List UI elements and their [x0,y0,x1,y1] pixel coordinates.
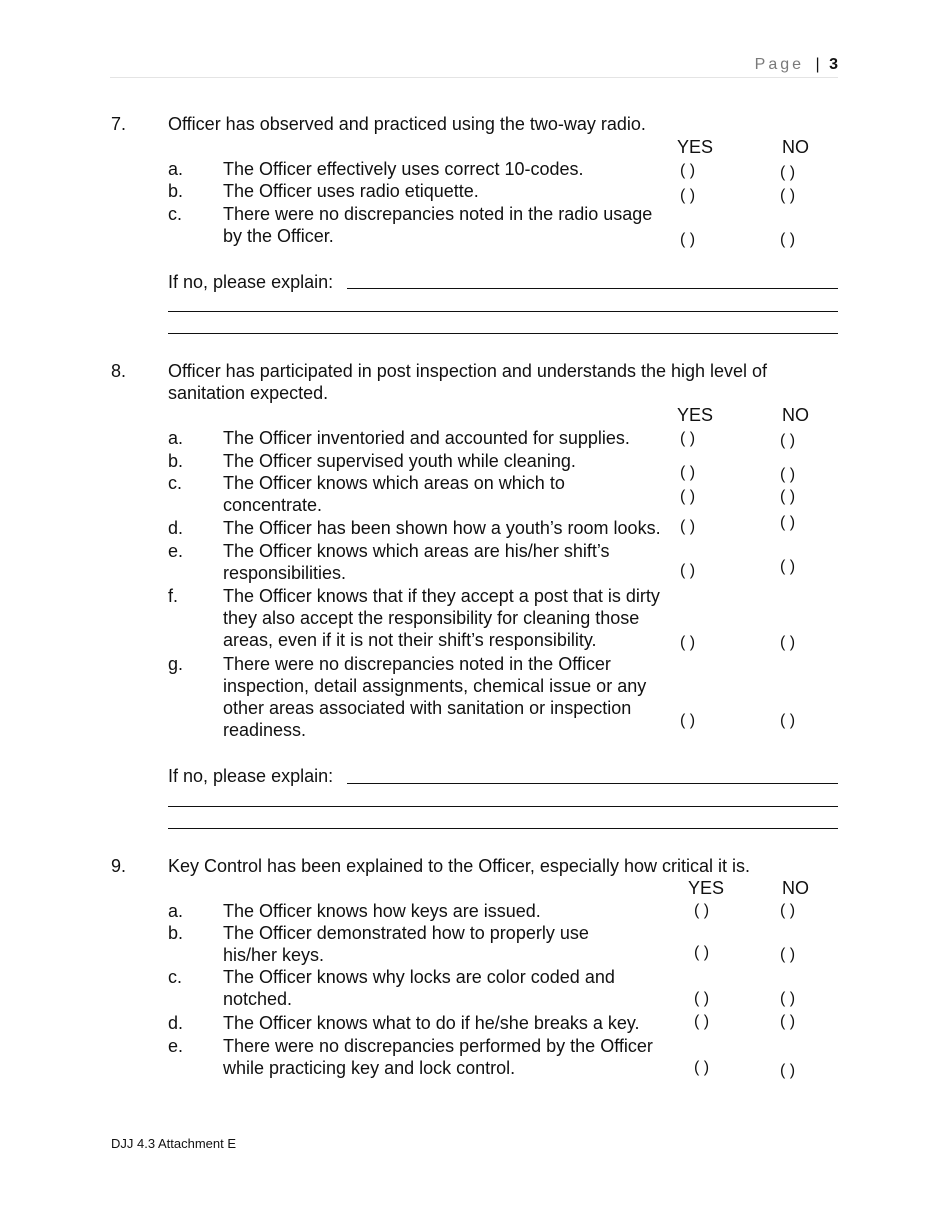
no-column-header: NO [782,137,809,157]
no-checkbox[interactable]: ( ) [780,432,796,449]
item-letter: b. [168,923,184,943]
no-checkbox[interactable]: ( ) [780,231,796,248]
page-number-value: 3 [829,56,838,73]
item-letter: c. [168,967,183,987]
yes-checkbox[interactable]: ( ) [680,634,696,651]
item-text: The Officer knows that if they accept a post that is dirty [223,586,660,606]
item-letter: d. [168,1013,184,1033]
item-letter: f. [168,586,179,606]
section-7-number: 7. [111,114,127,134]
section-9-question: Key Control has been explained to the Officer, especially how critical it is. [168,856,750,876]
section-9-number: 9. [111,856,127,876]
no-checkbox[interactable]: ( ) [780,1013,796,1030]
yes-checkbox[interactable]: ( ) [680,430,696,447]
no-checkbox[interactable]: ( ) [780,634,796,651]
yes-checkbox[interactable]: ( ) [680,464,696,481]
no-checkbox[interactable]: ( ) [780,488,796,505]
item-text: The Officer knows how keys are issued. [223,901,541,921]
page-separator: | [815,56,820,73]
item-text: The Officer inventoried and accounted for supplies. [223,428,630,448]
item-text: There were no discrepancies noted in the radio usage [223,204,653,224]
item-text: areas, even if it is not their shift’s responsibility. [223,630,597,650]
yes-checkbox[interactable]: ( ) [680,518,696,535]
item-letter: c. [168,473,183,493]
item-letter: b. [168,181,184,201]
item-text: There were no discrepancies noted in the Officer [223,654,611,674]
yes-checkbox[interactable]: ( ) [680,162,696,179]
no-checkbox[interactable]: ( ) [780,187,796,204]
item-letter: a. [168,159,184,179]
explain-line[interactable] [168,311,838,312]
no-checkbox[interactable]: ( ) [780,990,796,1007]
yes-column-header: YES [677,405,714,425]
yes-checkbox[interactable]: ( ) [680,562,696,579]
section-7-question: Officer has observed and practiced using the two-way radio. [168,114,646,134]
explain-label: If no, please explain: [168,766,334,786]
explain-line[interactable] [168,806,838,807]
item-text: The Officer knows which areas are his/her shift’s [223,541,610,561]
no-checkbox[interactable]: ( ) [780,946,796,963]
item-text: concentrate. [223,495,323,515]
item-text: his/her keys. [223,945,325,965]
page-label-text: Page [754,56,805,73]
item-letter: a. [168,428,184,448]
no-checkbox[interactable]: ( ) [780,712,796,729]
yes-checkbox[interactable]: ( ) [680,187,696,204]
item-letter: d. [168,518,184,538]
item-letter: g. [168,654,184,674]
item-text: while practicing key and lock control. [223,1058,516,1078]
item-text: The Officer demonstrated how to properly use [223,923,589,943]
yes-checkbox[interactable]: ( ) [694,1013,710,1030]
item-text: inspection, detail assignments, chemical issue or any [223,676,647,696]
item-text: The Officer uses radio etiquette. [223,181,479,201]
yes-checkbox[interactable]: ( ) [680,712,696,729]
item-letter: a. [168,901,184,921]
section-8-number: 8. [111,361,127,381]
section-8-question: sanitation expected. [168,383,329,403]
item-text: The Officer knows which areas on which to [223,473,565,493]
yes-checkbox[interactable]: ( ) [694,990,710,1007]
yes-checkbox[interactable]: ( ) [680,231,696,248]
item-text: readiness. [223,720,307,740]
no-checkbox[interactable]: ( ) [780,514,796,531]
item-text: responsibilities. [223,563,347,583]
no-checkbox[interactable]: ( ) [780,1062,796,1079]
explain-line[interactable] [168,333,838,334]
page-number [755,56,838,74]
item-letter: b. [168,451,184,471]
section-8-question: Officer has participated in post inspection and understands the high level of [168,361,768,381]
no-checkbox[interactable]: ( ) [780,558,796,575]
item-text: The Officer has been shown how a youth’s room looks. [223,518,661,538]
explain-label: If no, please explain: [168,272,334,292]
item-text: they also accept the responsibility for cleaning those [223,608,640,628]
no-column-header: NO [782,405,809,425]
footer-label: DJJ 4.3 Attachment E [111,1136,237,1151]
no-checkbox[interactable]: ( ) [780,164,796,181]
yes-checkbox[interactable]: ( ) [680,488,696,505]
no-checkbox[interactable]: ( ) [780,466,796,483]
yes-checkbox[interactable]: ( ) [694,902,710,919]
yes-column-header: YES [688,878,725,898]
yes-checkbox[interactable]: ( ) [694,944,710,961]
item-letter: e. [168,541,184,561]
item-text: The Officer supervised youth while cleaning. [223,451,576,471]
explain-line[interactable] [168,828,838,829]
explain-line[interactable] [347,288,838,289]
yes-checkbox[interactable]: ( ) [694,1059,710,1076]
item-text: other areas associated with sanitation or inspection [223,698,632,718]
item-text: The Officer knows what to do if he/she breaks a key. [223,1013,640,1033]
header-divider [110,77,838,78]
item-letter: e. [168,1036,184,1056]
item-text: The Officer knows why locks are color coded and [223,967,615,987]
yes-column-header: YES [677,137,714,157]
item-text: by the Officer. [223,226,334,246]
item-text: The Officer effectively uses correct 10-codes. [223,159,584,179]
no-checkbox[interactable]: ( ) [780,902,796,919]
item-text: notched. [223,989,293,1009]
item-letter: c. [168,204,183,224]
no-column-header: NO [782,878,809,898]
explain-line[interactable] [347,783,838,784]
item-text: There were no discrepancies performed by the Officer [223,1036,653,1056]
